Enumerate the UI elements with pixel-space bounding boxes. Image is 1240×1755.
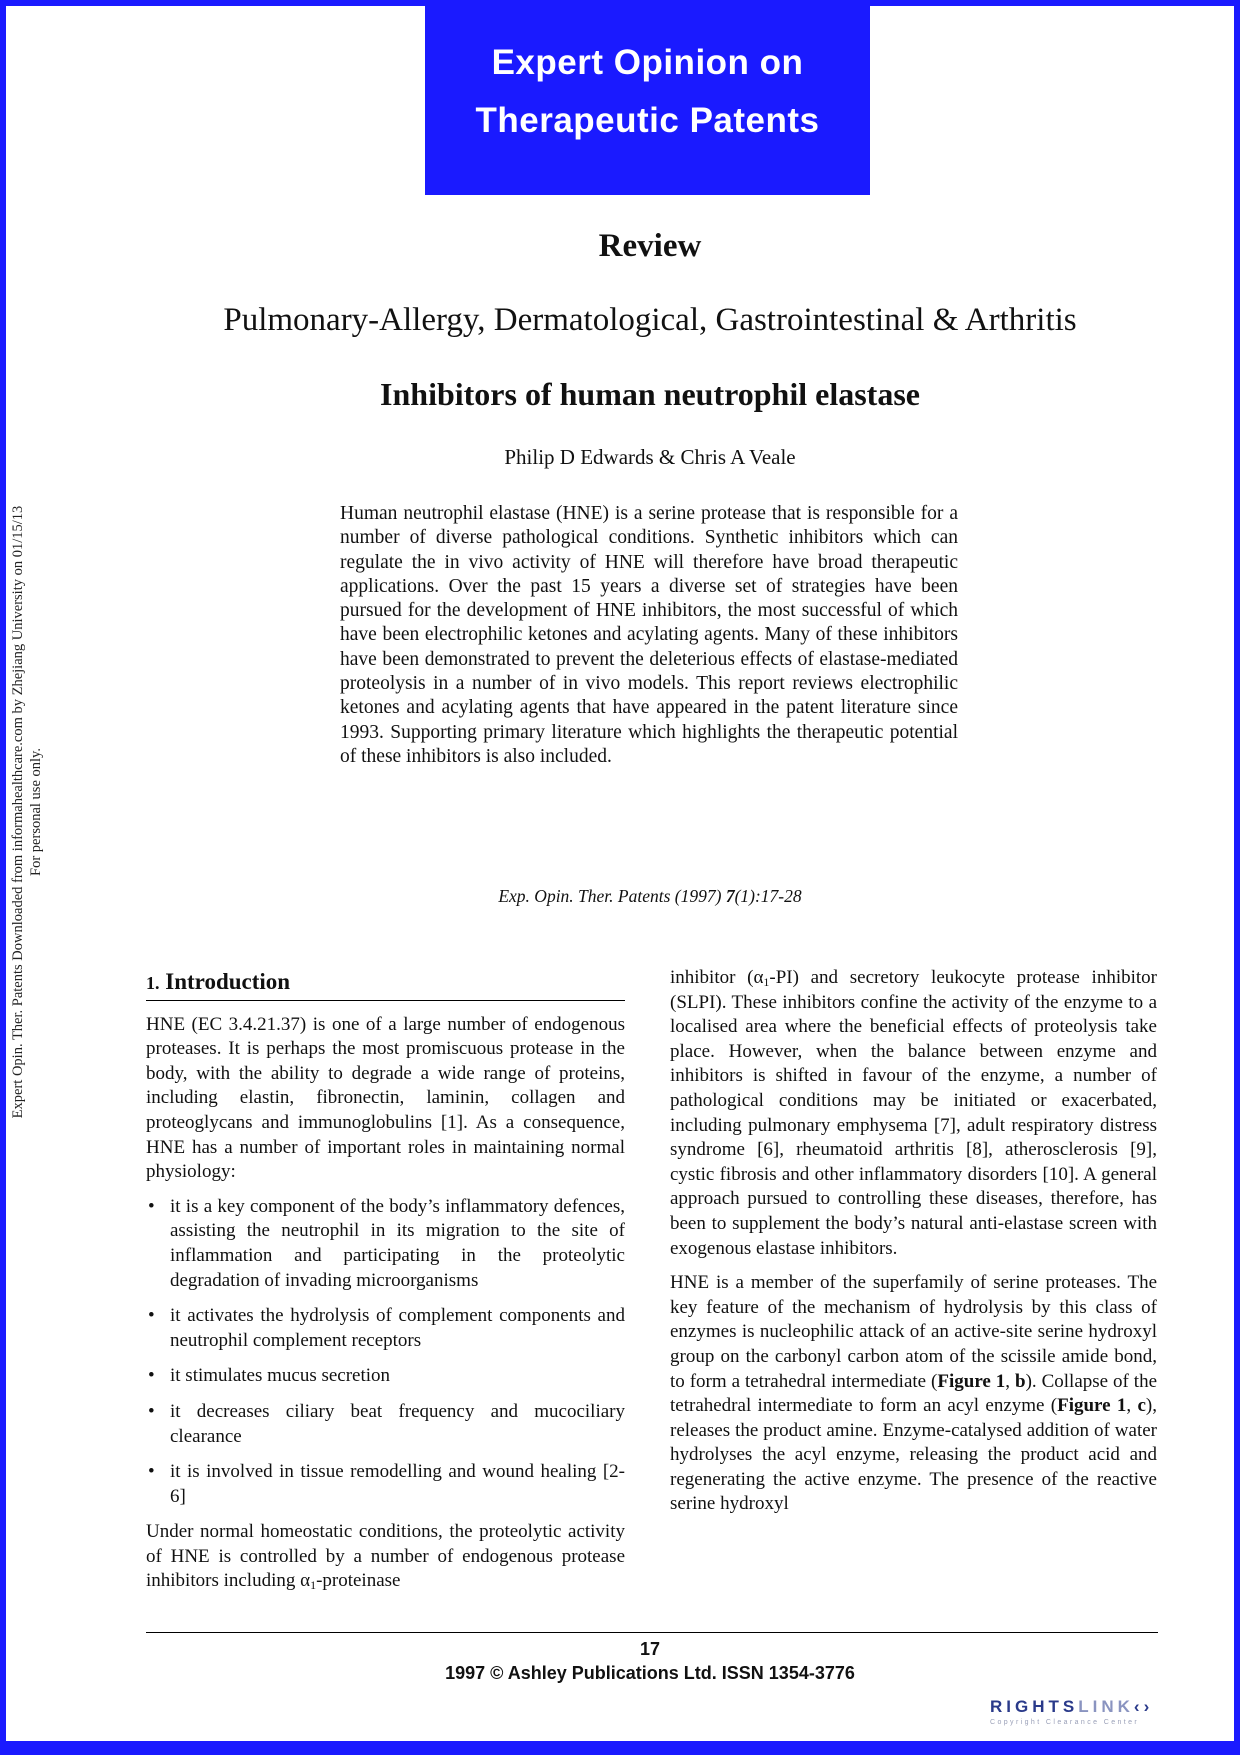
article-authors: Philip D Edwards & Chris A Veale [504,445,796,469]
list-item-text: it is a key component of the body’s inflammatory defences, assisting the neutrophil in its migration to the site of inflammation and participating in the proteolytic degradation of invading microorganisms [170,1195,625,1291]
text-run: , [1005,1370,1015,1392]
list-item-text: it is involved in tissue remodelling and wound healing [2-6] [170,1461,625,1507]
masthead-line-1: Expert Opinion on [491,43,804,82]
masthead-line-2: Therapeutic Patents [475,101,820,140]
paragraph [146,1520,625,1594]
text-run: inhibitor (α [670,967,764,988]
bullet-icon: • [148,1305,155,1327]
citation-pages: (1):17-28 [734,886,802,906]
copyright: 1997 © Ashley Publications Ltd. ISSN 1354-3776 [445,1663,855,1683]
list-item-text: it activates the hydrolysis of complement components and neutrophil complement receptors [170,1305,625,1351]
article-type: Review [598,228,702,264]
list-item [146,1195,625,1293]
section-heading [146,970,625,1001]
bullet-list [146,1195,625,1510]
text-run: , [1126,1395,1138,1417]
article-section: Pulmonary-Allergy, Dermatological, Gastrointestinal & Arthritis [223,302,1077,338]
rightslink-tagline: Copyright Clearance Center [990,1719,1140,1726]
figure-panel-reference: c [1137,1395,1146,1417]
text-run: -proteinase [316,1570,401,1592]
journal-masthead [425,0,870,195]
citation-volume: 7 [725,886,735,906]
paragraph: HNE (EC 3.4.21.37) is one of a large number of endogenous proteases. It is perhaps the most promiscuous protease in the body, with the ability to degrade a wide range of proteins, including elastin, fibronectin, laminin, collagen and proteoglycans and immunoglobulins [1]. As a consequence, HNE has a number of important roles in maintaining normal physiology: [146,1013,625,1183]
footer-divider [146,1632,1158,1633]
rightslink-wordmark [990,1697,1160,1717]
subscript: 1 [763,975,770,989]
page-number: 17 [639,1639,661,1659]
chevron-icon: ‹› [1133,1697,1154,1716]
download-notice-line-2: For personal use only. [28,748,44,876]
list-item [146,1400,625,1449]
abstract: Human neutrophil elastase (HNE) is a serine protease that is responsible for a number of diverse pathological conditions. Synthetic inhibitors which can regulate the in vivo activity of HNE will therefore have broad therapeutic applications. Over the past 15 years a diverse set of strategies have been pursued for the development of HNE inhibitors, the most successful of which have been electrophilic ketones and acylating agents. Many of these inhibitors have been demonstrated to prevent the deleterious effects of elastase-mediated proteolysis in a number of in vivo models. This report reviews electrophilic ketones and acylating agents that have appeared in the patent literature since 1993. Supporting primary literature which highlights the therapeutic potential of these inhibitors is also included. [340,503,958,767]
text-run: Under normal homeostatic conditions, the proteolytic activity of HNE is controlled by a number of endogenous protease inhibitors including α [146,1521,625,1592]
figure-panel-reference: b [1015,1370,1026,1392]
bullet-icon: • [148,1461,155,1483]
figure-reference[interactable]: Figure 1 [1057,1395,1127,1417]
right-column [670,966,1157,1527]
citation-journal: Exp. Opin. Ther. Patents (1997) [498,886,726,906]
download-notice-line-1: Expert Opin. Ther. Patents Downloaded from informahealthcare.com by Zhejiang University on 01/15/13 [10,505,26,1119]
section-title: Introduction [165,969,291,994]
subscript: 1 [310,1578,317,1593]
rightslink-logo[interactable] [990,1697,1160,1726]
text-run: ). Collapse of the tetrahedral intermediate to form an acyl enzyme ( [670,1370,1158,1417]
list-item-text: it decreases ciliary beat frequency and mucociliary clearance [170,1400,625,1447]
section-number: 1. [146,973,160,993]
text-run: HNE is a member of the superfamily of serine proteases. The key feature of the mechanism of hydrolysis by this class of enzymes is nucleophilic attack of an active-site serine hydroxyl group on the carbonyl carbon atom of the scissile amide bond, to form a tetrahedral intermediate ( [670,1272,1157,1392]
download-notice [9,442,45,1182]
list-item [146,1364,625,1389]
text-run: ), releases the product amine. Enzyme-catalysed addition of water hydrolyses the acyl enzyme, releasing the product acid and regenerating the active enzyme. The presence of the reactive serine hydroxyl [670,1395,1157,1515]
article-title: Inhibitors of human neutrophil elastase [380,376,920,412]
bullet-icon: • [148,1365,155,1387]
list-item-text: it stimulates mucus secretion [170,1365,391,1387]
rightslink-part-1: RIGHTS [990,1697,1079,1716]
left-column [146,970,625,1604]
figure-reference[interactable]: Figure 1 [937,1370,1006,1392]
list-item [146,1460,625,1509]
paragraph [670,1271,1157,1517]
list-item [146,1304,625,1353]
text-run: -PI) and secretory leukocyte protease inhibitor (SLPI). These inhibitors confine the activity of the enzyme to a localised area where the beneficial effects of proteolysis take place. However, when the balance between enzyme and inhibitors is shifted in favour of the enzyme, a number of pathological conditions may be initiated or exacerbated, including pulmonary emphysema [7], adult respiratory distress syndrome [6], rheumatoid arthritis [8], atherosclerosis [9], cystic fibrosis and other inflammatory disorders [10]. A general approach pursued to controlling these diseases, therefore, has been to supplement the body’s natural anti-elastase screen with exogenous elastase inhibitors. [670,967,1157,1259]
paragraph [670,966,1157,1261]
bullet-icon: • [148,1195,155,1217]
bullet-icon: • [148,1400,155,1422]
rightslink-part-2: LINK [1078,1697,1134,1716]
citation [0,886,1240,907]
